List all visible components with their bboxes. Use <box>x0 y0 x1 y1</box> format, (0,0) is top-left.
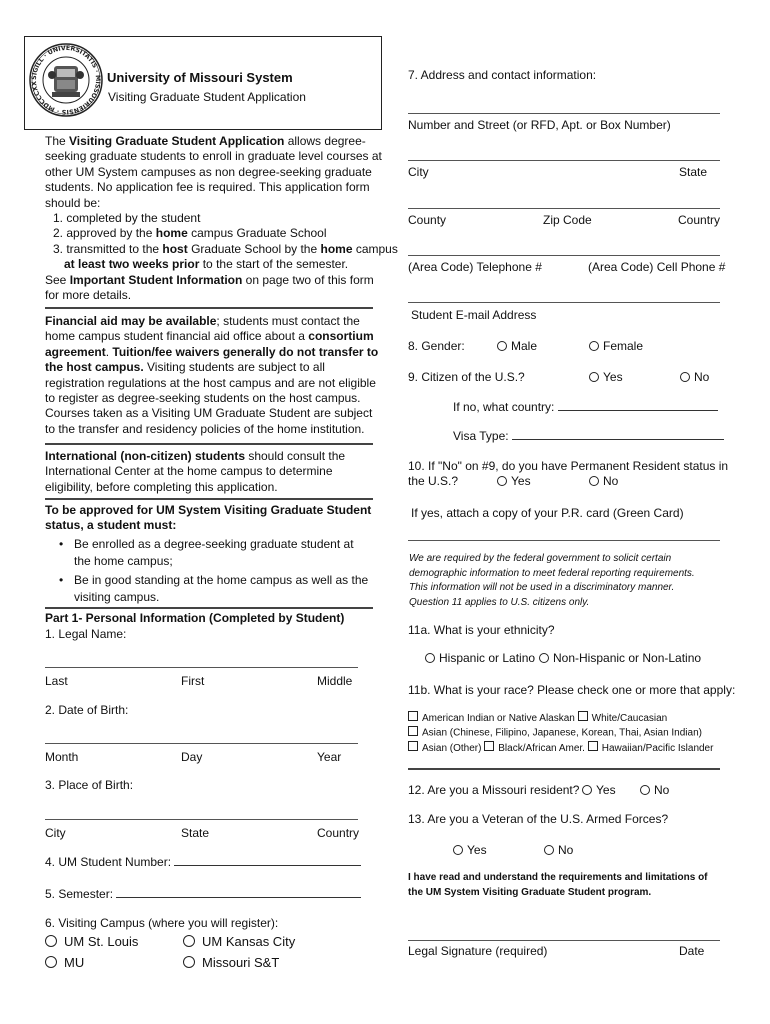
certification-statement: I have read and understand the requirements and limitations of the UM System Visiting Graduate Student program. <box>408 872 708 898</box>
student-number-field[interactable]: 4. UM Student Number: <box>45 854 361 870</box>
year-label: Year <box>317 750 342 764</box>
signature-label: Legal Signature (required) <box>408 944 548 958</box>
country-label: Country <box>678 213 721 227</box>
ethnicity-label: 11a. What is your ethnicity? <box>408 623 555 637</box>
radio-icon[interactable] <box>183 956 195 968</box>
street-field[interactable] <box>408 113 720 114</box>
address-title: 7. Address and contact information: <box>408 68 597 82</box>
veteran-label: 13. Are you a Veteran of the U.S. Armed Forces? <box>408 812 669 826</box>
intro-text: The Visiting Graduate Student Application allows degree- seeking graduate students to enroll in graduate level courses at other UM System campuses as non degree-seeking graduate students. No application fee is required. This application form should be: 1. completed by the student 2. approved by the home campus Graduate School 3. transmitted to the host Graduate School by the home campus at least two weeks prior to the start of the semester. See Important Student Information on page two of this form for more details. <box>45 134 398 302</box>
radio-icon[interactable] <box>544 845 554 855</box>
radio-icon[interactable] <box>45 935 57 947</box>
phone-field[interactable] <box>408 255 720 256</box>
middle-label: Middle <box>317 674 353 688</box>
approval-requirements: To be approved for UM System Visiting Graduate Student status, a student must: <box>45 503 372 533</box>
pr-no-option[interactable]: No <box>589 474 618 489</box>
gender-female-option[interactable]: Female <box>589 339 643 354</box>
pob-country-label: Country <box>317 826 360 840</box>
ethnicity-hispanic-option[interactable]: Hispanic or Latino <box>425 651 535 666</box>
email-field[interactable] <box>408 302 720 303</box>
radio-icon[interactable] <box>582 785 592 795</box>
race-hawaiian[interactable]: Hawaiian/Pacific Islander <box>588 743 714 754</box>
checkbox-icon[interactable] <box>408 726 418 736</box>
day-label: Day <box>181 750 203 764</box>
cell-phone-label: (Area Code) Cell Phone # <box>588 260 726 274</box>
bullet-icon: • <box>59 537 64 551</box>
last-label: Last <box>45 674 68 688</box>
month-label: Month <box>45 750 79 764</box>
race-row-1 <box>408 711 667 724</box>
race-asian[interactable]: Asian (Chinese, Filipino, Japanese, Korean, Thai, Asian Indian) <box>408 726 702 739</box>
radio-icon[interactable] <box>453 845 463 855</box>
resident-yes-option[interactable]: Yes <box>582 783 616 798</box>
race-label: 11b. What is your race? Please check one or more that apply: <box>408 683 736 697</box>
resident-no-option[interactable]: No <box>640 783 669 798</box>
bullet-icon: • <box>59 573 64 587</box>
pr-status-question-cont: the U.S.? <box>408 474 459 488</box>
street-label: Number and Street (or RFD, Apt. or Box Number) <box>408 118 671 132</box>
visiting-campus-label: 6. Visiting Campus (where you will register): <box>45 916 279 930</box>
dob-field[interactable] <box>45 743 358 744</box>
campus-option-mst[interactable]: Missouri S&T <box>183 955 279 970</box>
date-label: Date <box>679 944 705 958</box>
requirement-2: Be in good standing at the home campus as well as the visiting campus. <box>74 573 369 605</box>
requirement-1: Be enrolled as a degree-seeking graduate student at the home campus; <box>74 537 354 569</box>
divider <box>45 443 373 445</box>
divider <box>408 768 720 770</box>
financial-aid-text: Financial aid may be available; students must contact the home campus student financial aid office about a consortium agreement. Tuition/fee waivers generally do not transfer to the host campus. Visiting students are subject to all registration regulations at the host campus and are not eligible to register as degree-seeking students on the host campus. Courses taken as a Visiting UM Graduate Student are subject to the transfer and residency policies of the home institution. <box>45 314 379 436</box>
legal-name-field[interactable] <box>45 667 358 668</box>
pob-state-label: State <box>181 826 210 840</box>
race-black[interactable]: Black/African Amer. <box>484 743 585 754</box>
semester-field[interactable]: 5. Semester: <box>45 886 361 902</box>
legal-name-label: 1. Legal Name: <box>45 627 127 641</box>
checkbox-icon[interactable] <box>484 741 494 751</box>
email-label: Student E-mail Address <box>411 308 537 322</box>
divider <box>45 307 373 309</box>
divider <box>45 498 373 500</box>
citizen-yes-option[interactable]: Yes <box>589 370 623 385</box>
first-label: First <box>181 674 205 688</box>
gender-male-option[interactable]: Male <box>497 339 537 354</box>
campus-option-umsl[interactable]: UM St. Louis <box>45 934 138 949</box>
citizen-label: 9. Citizen of the U.S.? <box>408 370 525 384</box>
university-seal <box>28 42 104 118</box>
radio-icon[interactable] <box>497 476 507 486</box>
checkbox-icon[interactable] <box>408 711 418 721</box>
checkbox-icon[interactable] <box>588 741 598 751</box>
demographic-notice: We are required by the federal government to solicit certain demographic information to meet federal reporting requirements. This information will not be used in a discriminatory manner. Question 11 applies to U.S. citizens only. <box>409 553 695 608</box>
pr-yes-option[interactable]: Yes <box>497 474 531 489</box>
radio-icon[interactable] <box>183 935 195 947</box>
race-asian-other[interactable]: Asian (Other) <box>408 743 481 754</box>
radio-icon[interactable] <box>589 476 599 486</box>
dob-label: 2. Date of Birth: <box>45 703 129 717</box>
citizen-no-option[interactable]: No <box>680 370 709 385</box>
visa-type-field[interactable]: Visa Type: <box>453 428 724 444</box>
pr-status-question: 10. If "No" on #9, do you have Permanent Resident status in <box>408 459 729 473</box>
zip-label: Zip Code <box>543 213 592 227</box>
campus-option-mu[interactable]: MU <box>45 955 84 970</box>
ethnicity-non-hispanic-option[interactable]: Non-Hispanic or Non-Latino <box>539 651 701 666</box>
state-label: State <box>679 165 708 179</box>
radio-icon[interactable] <box>589 372 599 382</box>
checkbox-icon[interactable] <box>408 741 418 751</box>
county-label: County <box>408 213 447 227</box>
veteran-no-option[interactable]: No <box>544 843 573 858</box>
radio-icon[interactable] <box>680 372 690 382</box>
international-text: International (non-citizen) students should consult the International Center at the home campus to determine eligibility, before completing this application. <box>45 449 346 494</box>
green-card-note: If yes, attach a copy of your P.R. card (Green Card) <box>411 506 684 520</box>
radio-icon[interactable] <box>425 653 435 663</box>
signature-field[interactable] <box>408 940 720 941</box>
race-american-indian[interactable]: American Indian or Native Alaskan <box>408 713 575 724</box>
race-row-3 <box>408 741 713 754</box>
city-state-field[interactable] <box>408 160 720 161</box>
county-zip-field[interactable] <box>408 208 720 209</box>
pob-label: 3. Place of Birth: <box>45 778 134 792</box>
country-of-citizenship-field[interactable]: If no, what country: <box>453 399 718 415</box>
gender-label: 8. Gender: <box>408 339 465 353</box>
pob-city-label: City <box>45 826 66 840</box>
svg-text:SIGILL · UNIVERSITATIS · MISSO: SIGILL · UNIVERSITATIS · MISSOURIENSIS · MDCCCXX <box>30 44 102 116</box>
missouri-resident-label: 12. Are you a Missouri resident? <box>408 783 580 797</box>
telephone-label: (Area Code) Telephone # <box>408 260 542 274</box>
radio-icon[interactable] <box>640 785 650 795</box>
divider <box>45 607 373 609</box>
radio-icon[interactable] <box>589 341 599 351</box>
pob-field[interactable] <box>45 819 358 820</box>
checkbox-icon[interactable] <box>578 711 588 721</box>
part1-title: Part 1- Personal Information (Completed by Student) <box>45 611 345 625</box>
campus-option-umkc[interactable]: UM Kansas City <box>183 934 295 949</box>
radio-icon[interactable] <box>497 341 507 351</box>
veteran-yes-option[interactable]: Yes <box>453 843 487 858</box>
radio-icon[interactable] <box>539 653 549 663</box>
city-label: City <box>408 165 429 179</box>
org-title: University of Missouri System <box>107 70 293 85</box>
form-subtitle: Visiting Graduate Student Application <box>108 90 306 104</box>
race-white[interactable]: White/Caucasian <box>578 713 668 724</box>
radio-icon[interactable] <box>45 956 57 968</box>
divider <box>408 540 720 541</box>
